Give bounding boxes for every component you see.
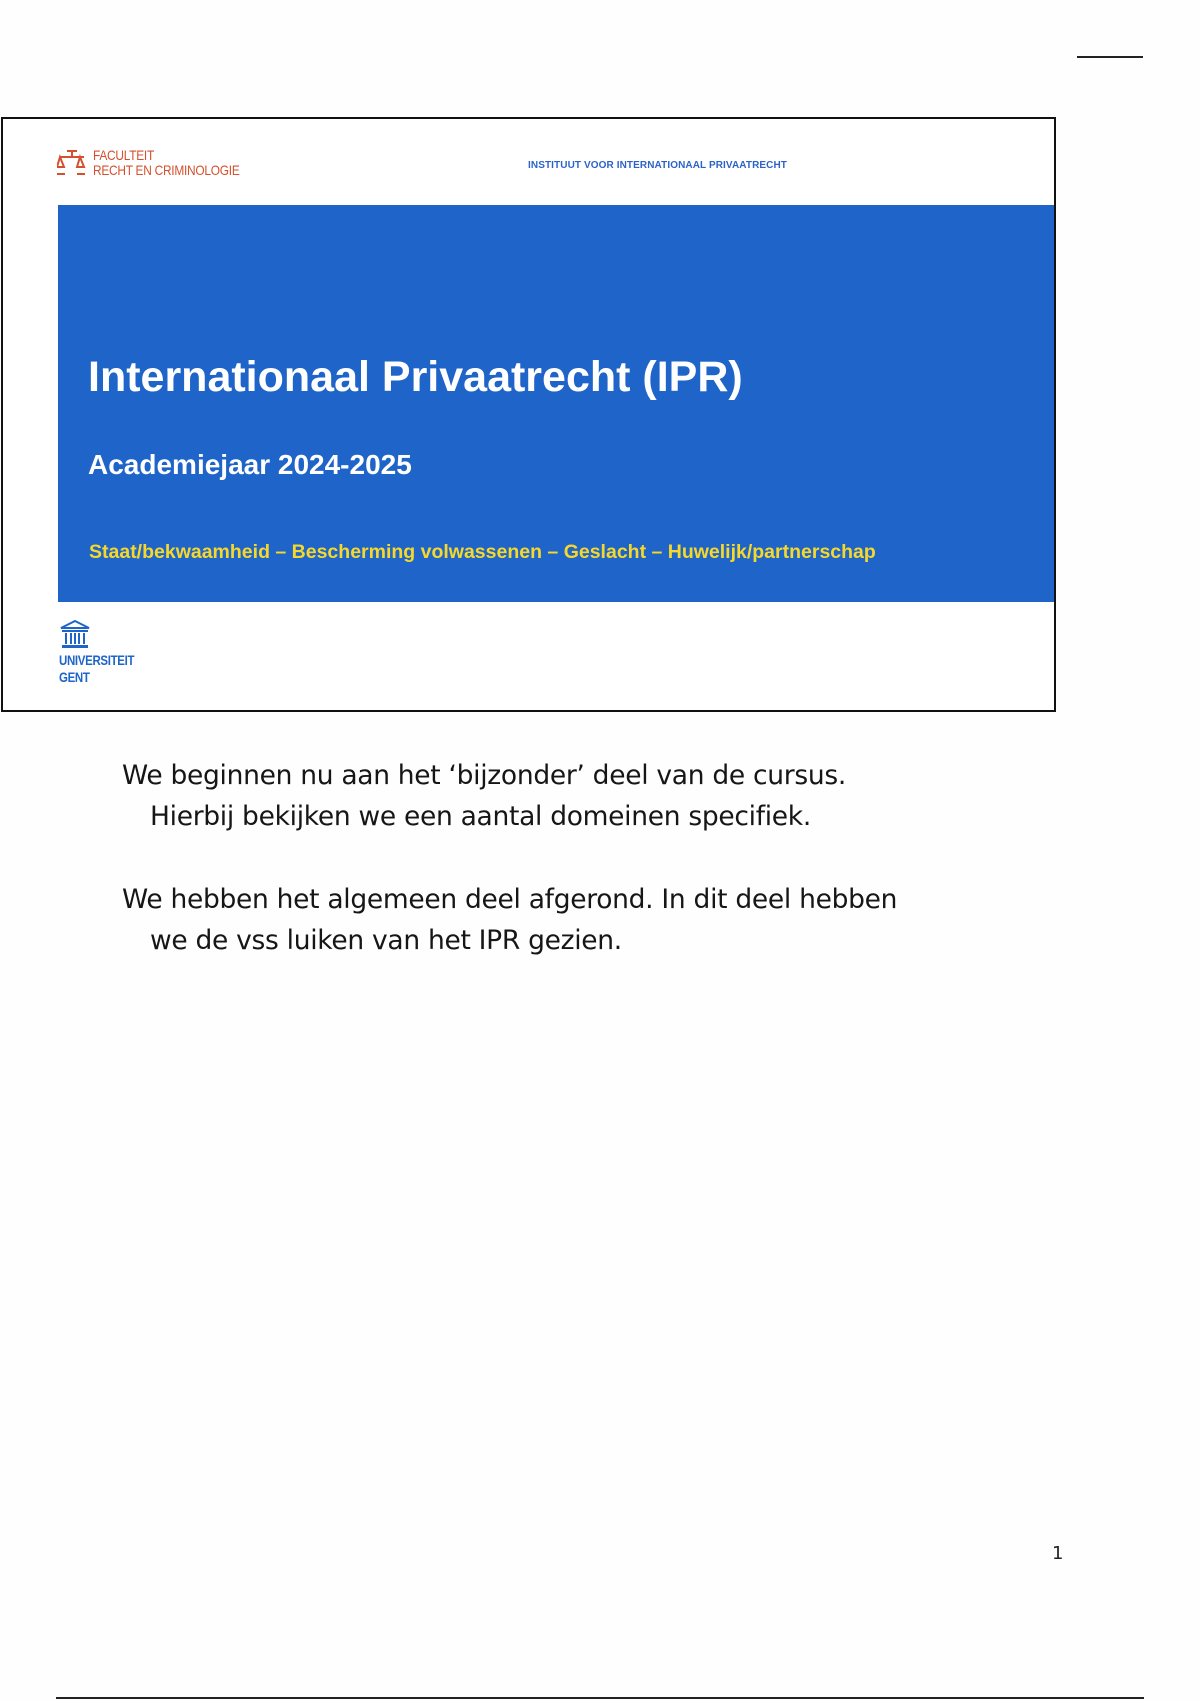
faculty-logo-line2: RECHT EN CRIMINOLOGIE xyxy=(93,162,240,178)
university-logo xyxy=(59,620,151,686)
slide-topics: Staat/bekwaamheid – Bescherming volwassenen – Geslacht – Huwelijk/partnerschap xyxy=(89,541,876,563)
slide-title: Internationaal Privaatrecht (IPR) xyxy=(88,353,743,401)
university-logo-line1: UNIVERSITEIT xyxy=(59,652,135,668)
faculty-logo-line1: FACULTEIT xyxy=(93,147,154,163)
title-banner xyxy=(58,205,1056,602)
faculty-logo xyxy=(57,147,265,179)
header-rule xyxy=(1077,56,1143,58)
note-line: we de vss luiken van het IPR gezien. xyxy=(150,925,622,956)
note-line: We beginnen nu aan het ‘bijzonder’ deel van de cursus. xyxy=(122,760,846,791)
slide-thumbnail xyxy=(1,117,1056,712)
university-building-icon xyxy=(60,620,90,650)
note-line: We hebben het algemeen deel afgerond. In dit deel hebben xyxy=(122,884,898,915)
speaker-notes xyxy=(122,755,1022,1003)
scales-icon xyxy=(57,147,87,179)
note-paragraph xyxy=(122,879,1022,961)
university-logo-line2: GENT xyxy=(59,669,90,685)
note-paragraph xyxy=(122,755,1022,837)
page-number: 1 xyxy=(1052,1543,1064,1564)
institute-label: INSTITUUT VOOR INTERNATIONAAL PRIVAATRECHT xyxy=(528,160,788,171)
footer-rule xyxy=(56,1697,1144,1699)
slide-subtitle: Academiejaar 2024-2025 xyxy=(88,449,412,480)
note-line: Hierbij bekijken we een aantal domeinen specifiek. xyxy=(150,801,811,832)
